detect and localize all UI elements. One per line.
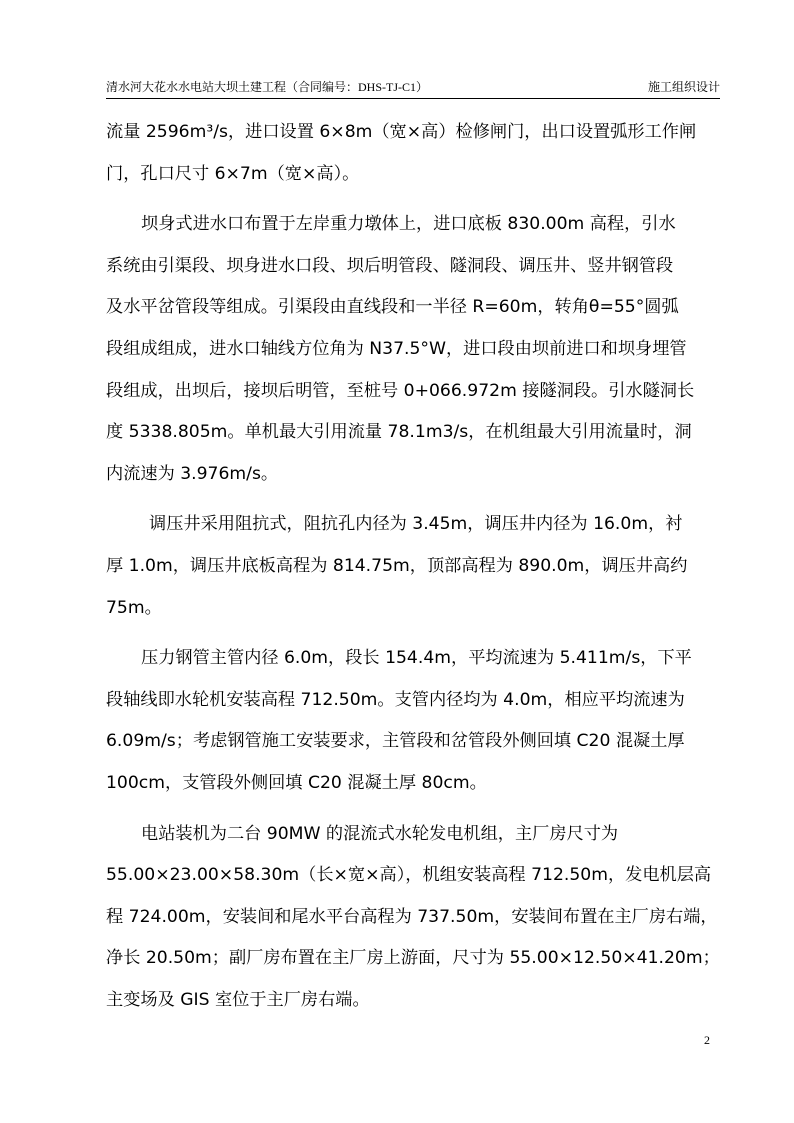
page-header	[106, 78, 720, 96]
text-line: 段组成，出坝后，接坝后明管，至桩号 0+066.972m 接隧洞段。引水隧洞长	[106, 380, 695, 401]
text-line: 及水平岔管段等组成。引渠段由直线段和一半径 R=60m，转角θ=55°圆弧	[106, 297, 679, 318]
text-line: 100cm，支管段外侧回填 C20 混凝土厚 80cm。	[106, 772, 487, 793]
text-line: 压力钢管主管内径 6.0m，段长 154.4m，平均流速为 5.411m/s，下平	[141, 648, 692, 669]
text-line: 净长 20.50m；副厂房布置在主厂房上游面，尺寸为 55.00×12.50×41.20m；	[106, 948, 720, 969]
text-line: 55.00×23.00×58.30m（长×宽×高），机组安装高程 712.50m，发电机层高	[106, 865, 712, 886]
text-line: 段组成组成，进水口轴线方位角为 N37.5°W，进口段由坝前进口和坝身埋管	[106, 338, 687, 359]
paragraph-surge-tank	[106, 504, 716, 629]
paragraph-water-intake	[106, 204, 716, 495]
text-line: 流量 2596m³/s，进口设置 6×8m（宽×高）检修闸门，出口设置弧形工作闸	[106, 122, 697, 142]
paragraph-penstock	[106, 638, 716, 804]
header-project-title: 清水河大花水水电站大坝土建工程（合同编号：DHS-TJ-C1）	[106, 80, 429, 94]
text-line: 主变场及 GIS 室位于主厂房右端。	[106, 989, 370, 1010]
header-divider	[106, 98, 720, 99]
header-document-type: 施工组织设计	[647, 80, 720, 94]
text-line: 厚 1.0m，调压井底板高程为 814.75m，顶部高程为 890.0m，调压井高约	[106, 555, 688, 576]
document-body	[106, 112, 720, 1030]
text-line: 电站装机为二台 90MW 的混流式水轮发电机组，主厂房尺寸为	[141, 823, 619, 844]
text-line: 6.09m/s；考虑钢管施工安装要求，主管段和岔管段外侧回填 C20 混凝土厚	[106, 731, 685, 752]
text-line: 程 724.00m，安装间和尾水平台高程为 737.50m，安装间布置在主厂房右端，	[106, 906, 718, 927]
paragraph-powerhouse	[106, 814, 720, 1022]
text-line: 门，孔口尺寸 6×7m（宽×高）。	[106, 163, 360, 184]
text-line: 度 5338.805m。单机最大引用流量 78.1m3/s，在机组最大引用流量时，洞	[106, 422, 692, 443]
text-line: 段轴线即水轮机安装高程 712.50m。支管内径均为 4.0m，相应平均流速为	[106, 689, 685, 710]
page-number: 2	[704, 1033, 710, 1047]
text-line: 调压井采用阻抗式，阻抗孔内径为 3.45m，调压井内径为 16.0m，衬	[149, 514, 683, 535]
paragraph-intake-gates	[106, 112, 716, 195]
text-line: 系统由引渠段、坝身进水口段、坝后明管段、隧洞段、调压井、竖井钢管段	[106, 255, 674, 276]
text-line: 坝身式进水口布置于左岸重力墩体上，进口底板 830.00m 高程，引水	[141, 214, 676, 235]
text-line: 内流速为 3.976m/s。	[106, 463, 279, 484]
text-line: 75m。	[106, 597, 162, 618]
